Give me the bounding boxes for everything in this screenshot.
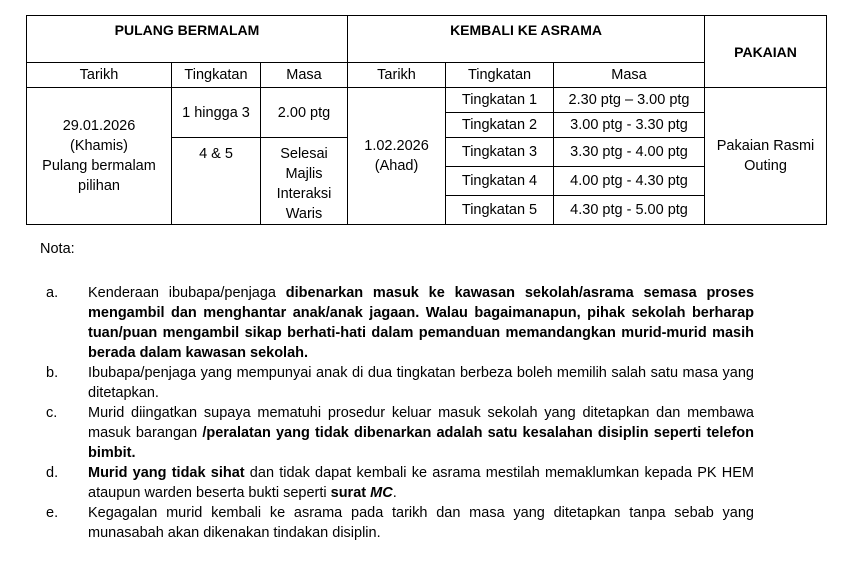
pakaian-cell — [705, 88, 827, 225]
kembali-tingkatan-4: Tingkatan 4 — [446, 167, 554, 196]
note-c-text: Murid diingatkan supaya mematuhi prosedur keluar masuk sekolah yang ditetapkan dan membawa masuk barangan — [88, 405, 754, 441]
header-kembali-ke-asrama: KEMBALI KE ASRAMA — [348, 16, 705, 63]
pakaian-line-2: Outing — [744, 158, 787, 174]
pakaian-line-1: Pakaian Rasmi — [716, 138, 815, 154]
pulang-date: 29.01.2026 — [62, 118, 136, 134]
note-a-text: Kenderaan ibubapa/penjaga — [88, 285, 286, 301]
header-tingkatan-kembali: Tingkatan — [446, 63, 554, 88]
note-d-bold-surat: surat — [330, 485, 371, 501]
header-pulang-bermalam: PULANG BERMALAM — [27, 16, 348, 63]
kembali-tingkatan-2: Tingkatan 2 — [446, 113, 554, 138]
header-row-groups — [27, 16, 827, 63]
list-item — [40, 503, 754, 543]
nota-title: Nota: — [40, 241, 75, 257]
pulang-masa-4-5-line-1: Selesai — [280, 146, 328, 162]
note-d-text: dan tidak dapat kembali ke asrama mestilah memaklumkan kepada PK HEM ataupun warden beserta bukti seperti — [88, 465, 754, 501]
pulang-tingkatan-1-3: 1 hingga 3 — [172, 88, 261, 138]
header-masa-pulang: Masa — [261, 63, 348, 88]
kembali-masa-2: 3.00 ptg - 3.30 ptg — [554, 113, 705, 138]
header-tarikh-pulang: Tarikh — [27, 63, 172, 88]
list-marker: b. — [46, 365, 59, 381]
kembali-masa-1: 2.30 ptg – 3.00 ptg — [554, 88, 705, 113]
header-tingkatan-pulang: Tingkatan — [172, 63, 261, 88]
list-item — [40, 403, 754, 463]
kembali-date-cell — [348, 88, 446, 225]
list-item — [40, 363, 754, 403]
kembali-masa-3: 3.30 ptg - 4.00 ptg — [554, 138, 705, 167]
kembali-tingkatan-3: Tingkatan 3 — [446, 138, 554, 167]
note-d-bold-italic-mc: MC — [370, 485, 393, 501]
list-item — [40, 463, 754, 503]
pulang-tingkatan-4-5: 4 & 5 — [172, 138, 261, 225]
pulang-masa-4-5 — [261, 138, 348, 225]
pulang-note-line-2: pilihan — [78, 178, 120, 194]
kembali-masa-4: 4.00 ptg - 4.30 ptg — [554, 167, 705, 196]
pulang-note-line-1: Pulang bermalam — [42, 158, 156, 174]
pulang-masa-1-3: 2.00 ptg — [261, 88, 348, 138]
pulang-date-cell — [27, 88, 172, 225]
list-marker: a. — [46, 285, 59, 301]
header-tarikh-kembali: Tarikh — [348, 63, 446, 88]
kembali-day: (Ahad) — [374, 158, 419, 174]
note-a-bold-text: dibenarkan masuk ke kawasan sekolah/asrama semasa proses mengambil dan menghantar anak/anak jagaan. Walau bagaimanapun, pihak sekolah berharap tuan/puan mengambil sikap berhati-hati dalam pemanduan memandangkan murid-murid masih berada dalam kawasan sekolah. — [88, 285, 755, 361]
list-marker: c. — [46, 405, 58, 421]
note-e-text: Kegagalan murid kembali ke asrama pada tarikh dan masa yang ditetapkan tanpa sebab yang munasabah akan dikenakan tindakan disiplin. — [88, 505, 754, 541]
list-marker: d. — [46, 465, 59, 481]
nota-list — [40, 283, 754, 543]
header-pakaian: PAKAIAN — [705, 16, 827, 88]
kembali-tingkatan-5: Tingkatan 5 — [446, 196, 554, 225]
note-c-bold-text: /peralatan yang tidak dibenarkan adalah satu kesalahan disiplin seperti telefon bimbit. — [88, 425, 754, 461]
note-d-end: . — [392, 485, 397, 501]
kembali-masa-5: 4.30 ptg - 5.00 ptg — [554, 196, 705, 225]
note-b-text: Ibubapa/penjaga yang mempunyai anak di dua tingkatan berbeza boleh memilih salah satu masa yang ditetapkan. — [88, 365, 754, 401]
table-row — [27, 88, 827, 113]
list-marker: e. — [46, 505, 59, 521]
kembali-tingkatan-1: Tingkatan 1 — [446, 88, 554, 113]
pulang-day: (Khamis) — [69, 138, 128, 154]
kembali-date: 1.02.2026 — [364, 138, 429, 154]
schedule-table — [26, 15, 827, 225]
note-d-bold-text: Murid yang tidak sihat — [88, 465, 245, 481]
pulang-masa-4-5-line-2: Majlis — [285, 166, 323, 182]
pulang-masa-4-5-line-4: Waris — [285, 206, 323, 222]
list-item — [40, 283, 754, 363]
pulang-masa-4-5-line-3: Interaksi — [276, 186, 332, 202]
header-masa-kembali: Masa — [554, 63, 705, 88]
